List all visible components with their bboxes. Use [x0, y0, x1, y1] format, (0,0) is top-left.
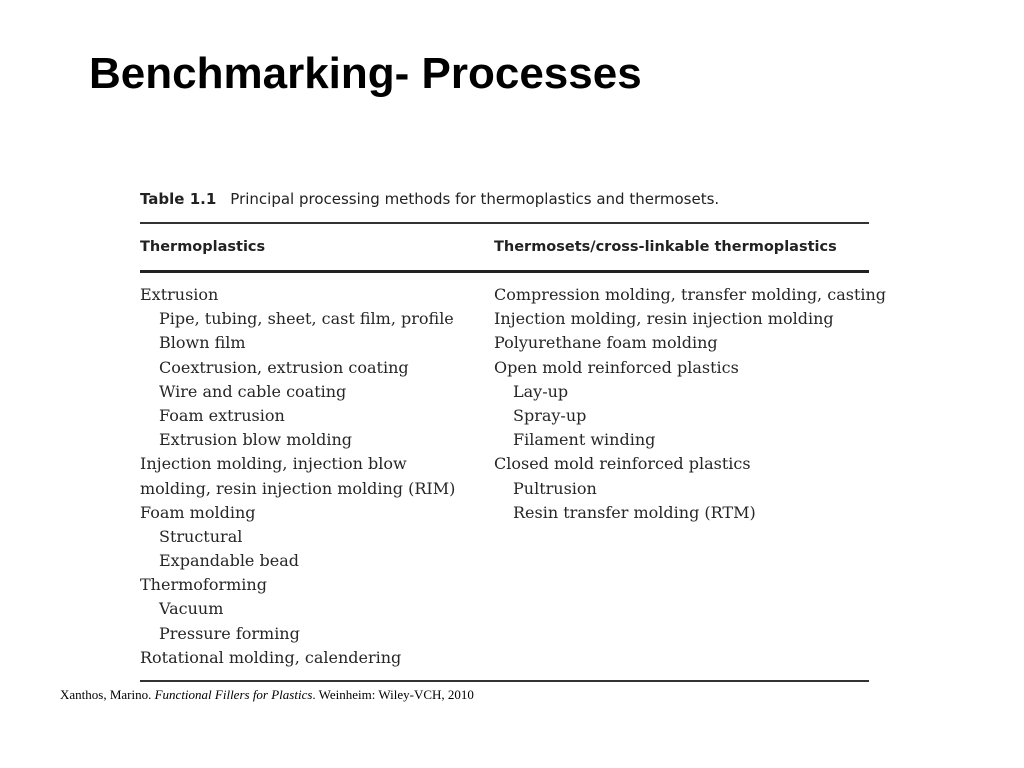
table-caption [140, 184, 870, 214]
thermoplastics-list [140, 283, 494, 670]
thermoplastics-list-item: Vacuum [159, 599, 224, 619]
thermosets-list-item: Filament winding [513, 430, 656, 450]
thermosets-list-item: Polyurethane foam molding [494, 333, 718, 353]
thermoplastics-list-item: Blown film [159, 333, 246, 353]
thermosets-list-item: Compression molding, transfer molding, casting [494, 285, 887, 304]
thermoplastics-list-item: Coextrusion, extrusion coating [159, 357, 409, 377]
table-figure [140, 184, 887, 682]
thermoplastics-list-item: Pressure forming [159, 623, 300, 643]
source-citation [60, 686, 474, 704]
thermosets-list-item: Open mold reinforced plastics [494, 357, 739, 377]
thermoplastics-list-item: Extrusion [140, 285, 219, 304]
thermoplastics-list-item: Extrusion blow molding [159, 430, 353, 450]
slide-title: Benchmarking- Processes [89, 49, 642, 98]
thermosets-list-item: Resin transfer molding (RTM) [513, 502, 756, 522]
thermoplastics-list-item: Structural [159, 526, 243, 546]
header-thermoplastics: Thermoplastics [140, 239, 266, 255]
thermoplastics-list-item: Foam extrusion [159, 405, 285, 425]
thermosets-list-item: Pultrusion [513, 478, 597, 498]
citation-authors: Xanthos, Marino. [60, 687, 152, 702]
table-bottom-rule [140, 680, 869, 682]
header-thermosets: Thermosets/cross-linkable thermoplastics [494, 239, 837, 255]
citation-book-title: Functional Fillers for Plastics [154, 687, 313, 702]
thermoplastics-list-item: Pipe, tubing, sheet, cast film, profile [159, 309, 454, 329]
table-caption-label: Table 1.1 [140, 190, 217, 208]
thermosets-list-item: Spray-up [513, 405, 587, 425]
thermosets-list-item: Lay-up [513, 381, 569, 401]
table-caption-text: Principal processing methods for thermoplastics and thermosets. [230, 190, 720, 208]
citation-publisher: . Weinheim: Wiley-VCH, 2010 [312, 687, 474, 702]
table-body [140, 273, 887, 670]
thermoplastics-list-item: Foam molding [140, 502, 256, 522]
thermoplastics-list-item: Expandable bead [159, 551, 299, 571]
thermoplastics-list-item: Rotational molding, calendering [140, 647, 402, 667]
table-header-row [140, 224, 870, 270]
thermoplastics-list-item: Wire and cable coating [159, 381, 347, 401]
thermosets-list [494, 283, 886, 670]
thermosets-list-item: Injection molding, resin injection molding [494, 309, 834, 329]
thermosets-list-item: Closed mold reinforced plastics [494, 454, 751, 474]
thermoplastics-list-item: molding, resin injection molding (RIM) [140, 478, 456, 498]
thermoplastics-list-item: Injection molding, injection blow [140, 454, 407, 474]
thermoplastics-list-item: Thermoforming [140, 575, 267, 595]
